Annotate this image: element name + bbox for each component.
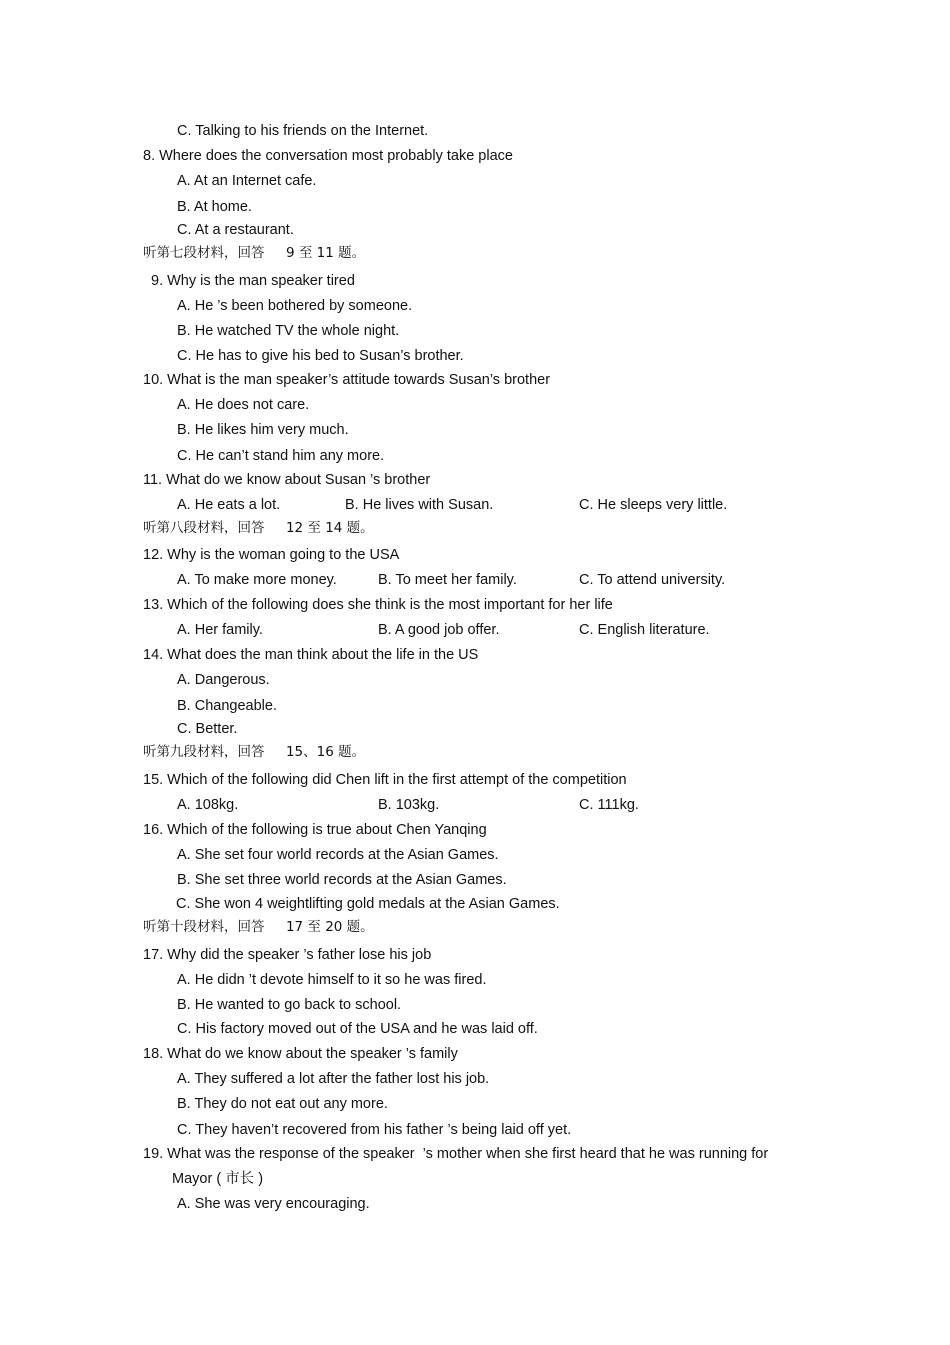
q11-question: 11. What do we know about Susan ’s brother <box>143 472 431 488</box>
q14-question: 14. What does the man think about the life in the US <box>143 647 479 663</box>
q16-question: 16. Which of the following is true about Chen Yanqing <box>143 822 487 838</box>
q19-question: 19. What was the response of the speaker ’s mother when she first heard that he was running for <box>143 1146 769 1162</box>
q13-question: 13. Which of the following does she think is the most important for her life <box>143 597 613 613</box>
q11-option-a: A. He eats a lot. <box>177 497 281 513</box>
q15-option-a: A. 108kg. <box>177 797 239 813</box>
q15-option-c: C. 111kg. <box>579 797 639 813</box>
q10-option-c: C. He can’t stand him any more. <box>177 448 385 464</box>
q12-option-b: B. To meet her family. <box>378 572 517 588</box>
q9-question: 9. Why is the man speaker tired <box>151 273 355 289</box>
q17-option-a: A. He didn ’t devote himself to it so he was fired. <box>177 972 487 988</box>
q15-option-b: B. 103kg. <box>378 797 440 813</box>
q7-option-c: C. Talking to his friends on the Internet. <box>177 123 429 139</box>
section-7-heading: 听第七段材料，回答 9 至 11 题。 <box>143 245 366 261</box>
q17-question: 17. Why did the speaker ’s father lose his job <box>143 947 432 963</box>
q13-option-b: B. A good job offer. <box>378 622 500 638</box>
q18-question: 18. What do we know about the speaker ’s family <box>143 1046 458 1062</box>
q11-option-c: C. He sleeps very little. <box>579 497 728 513</box>
q8-option-a: A. At an Internet cafe. <box>177 173 317 189</box>
q10-option-b: B. He likes him very much. <box>177 422 349 438</box>
q8-option-c: C. At a restaurant. <box>177 222 294 238</box>
q9-option-a: A. He ’s been bothered by someone. <box>177 298 413 314</box>
q15-question: 15. Which of the following did Chen lift in the first attempt of the competition <box>143 772 627 788</box>
q18-option-b: B. They do not eat out any more. <box>177 1096 388 1112</box>
q12-question: 12. Why is the woman going to the USA <box>143 547 400 563</box>
q8-option-b: B. At home. <box>177 199 252 215</box>
q17-option-b: B. He wanted to go back to school. <box>177 997 402 1013</box>
q9-option-b: B. He watched TV the whole night. <box>177 323 400 339</box>
q8-question: 8. Where does the conversation most probably take place <box>143 148 513 164</box>
q9-option-c: C. He has to give his bed to Susan’s brother. <box>177 348 464 364</box>
q10-question: 10. What is the man speaker’s attitude towards Susan’s brother <box>143 372 551 388</box>
q13-option-c: C. English literature. <box>579 622 710 638</box>
q16-option-c: C. She won 4 weightlifting gold medals at the Asian Games. <box>176 896 560 912</box>
q14-option-c: C. Better. <box>177 721 238 737</box>
q17-option-c: C. His factory moved out of the USA and he was laid off. <box>177 1021 538 1037</box>
q11-option-b: B. He lives with Susan. <box>345 497 494 513</box>
q18-option-a: A. They suffered a lot after the father lost his job. <box>177 1071 490 1087</box>
q14-option-b: B. Changeable. <box>177 698 277 714</box>
q14-option-a: A. Dangerous. <box>177 672 270 688</box>
q19-question-continued: Mayor ( 市长 ) <box>172 1171 264 1187</box>
q13-option-a: A. Her family. <box>177 622 263 638</box>
section-9-heading: 听第九段材料，回答 15、16 题。 <box>143 744 366 760</box>
q16-option-a: A. She set four world records at the Asian Games. <box>177 847 499 863</box>
section-8-heading: 听第八段材料，回答 12 至 14 题。 <box>143 520 374 536</box>
q19-option-a: A. She was very encouraging. <box>177 1196 370 1212</box>
q18-option-c: C. They haven’t recovered from his father ’s being laid off yet. <box>177 1122 572 1138</box>
q16-option-b: B. She set three world records at the Asian Games. <box>177 872 507 888</box>
q12-option-c: C. To attend university. <box>579 572 726 588</box>
q12-option-a: A. To make more money. <box>177 572 337 588</box>
q10-option-a: A. He does not care. <box>177 397 310 413</box>
section-10-heading: 听第十段材料，回答 17 至 20 题。 <box>143 919 374 935</box>
